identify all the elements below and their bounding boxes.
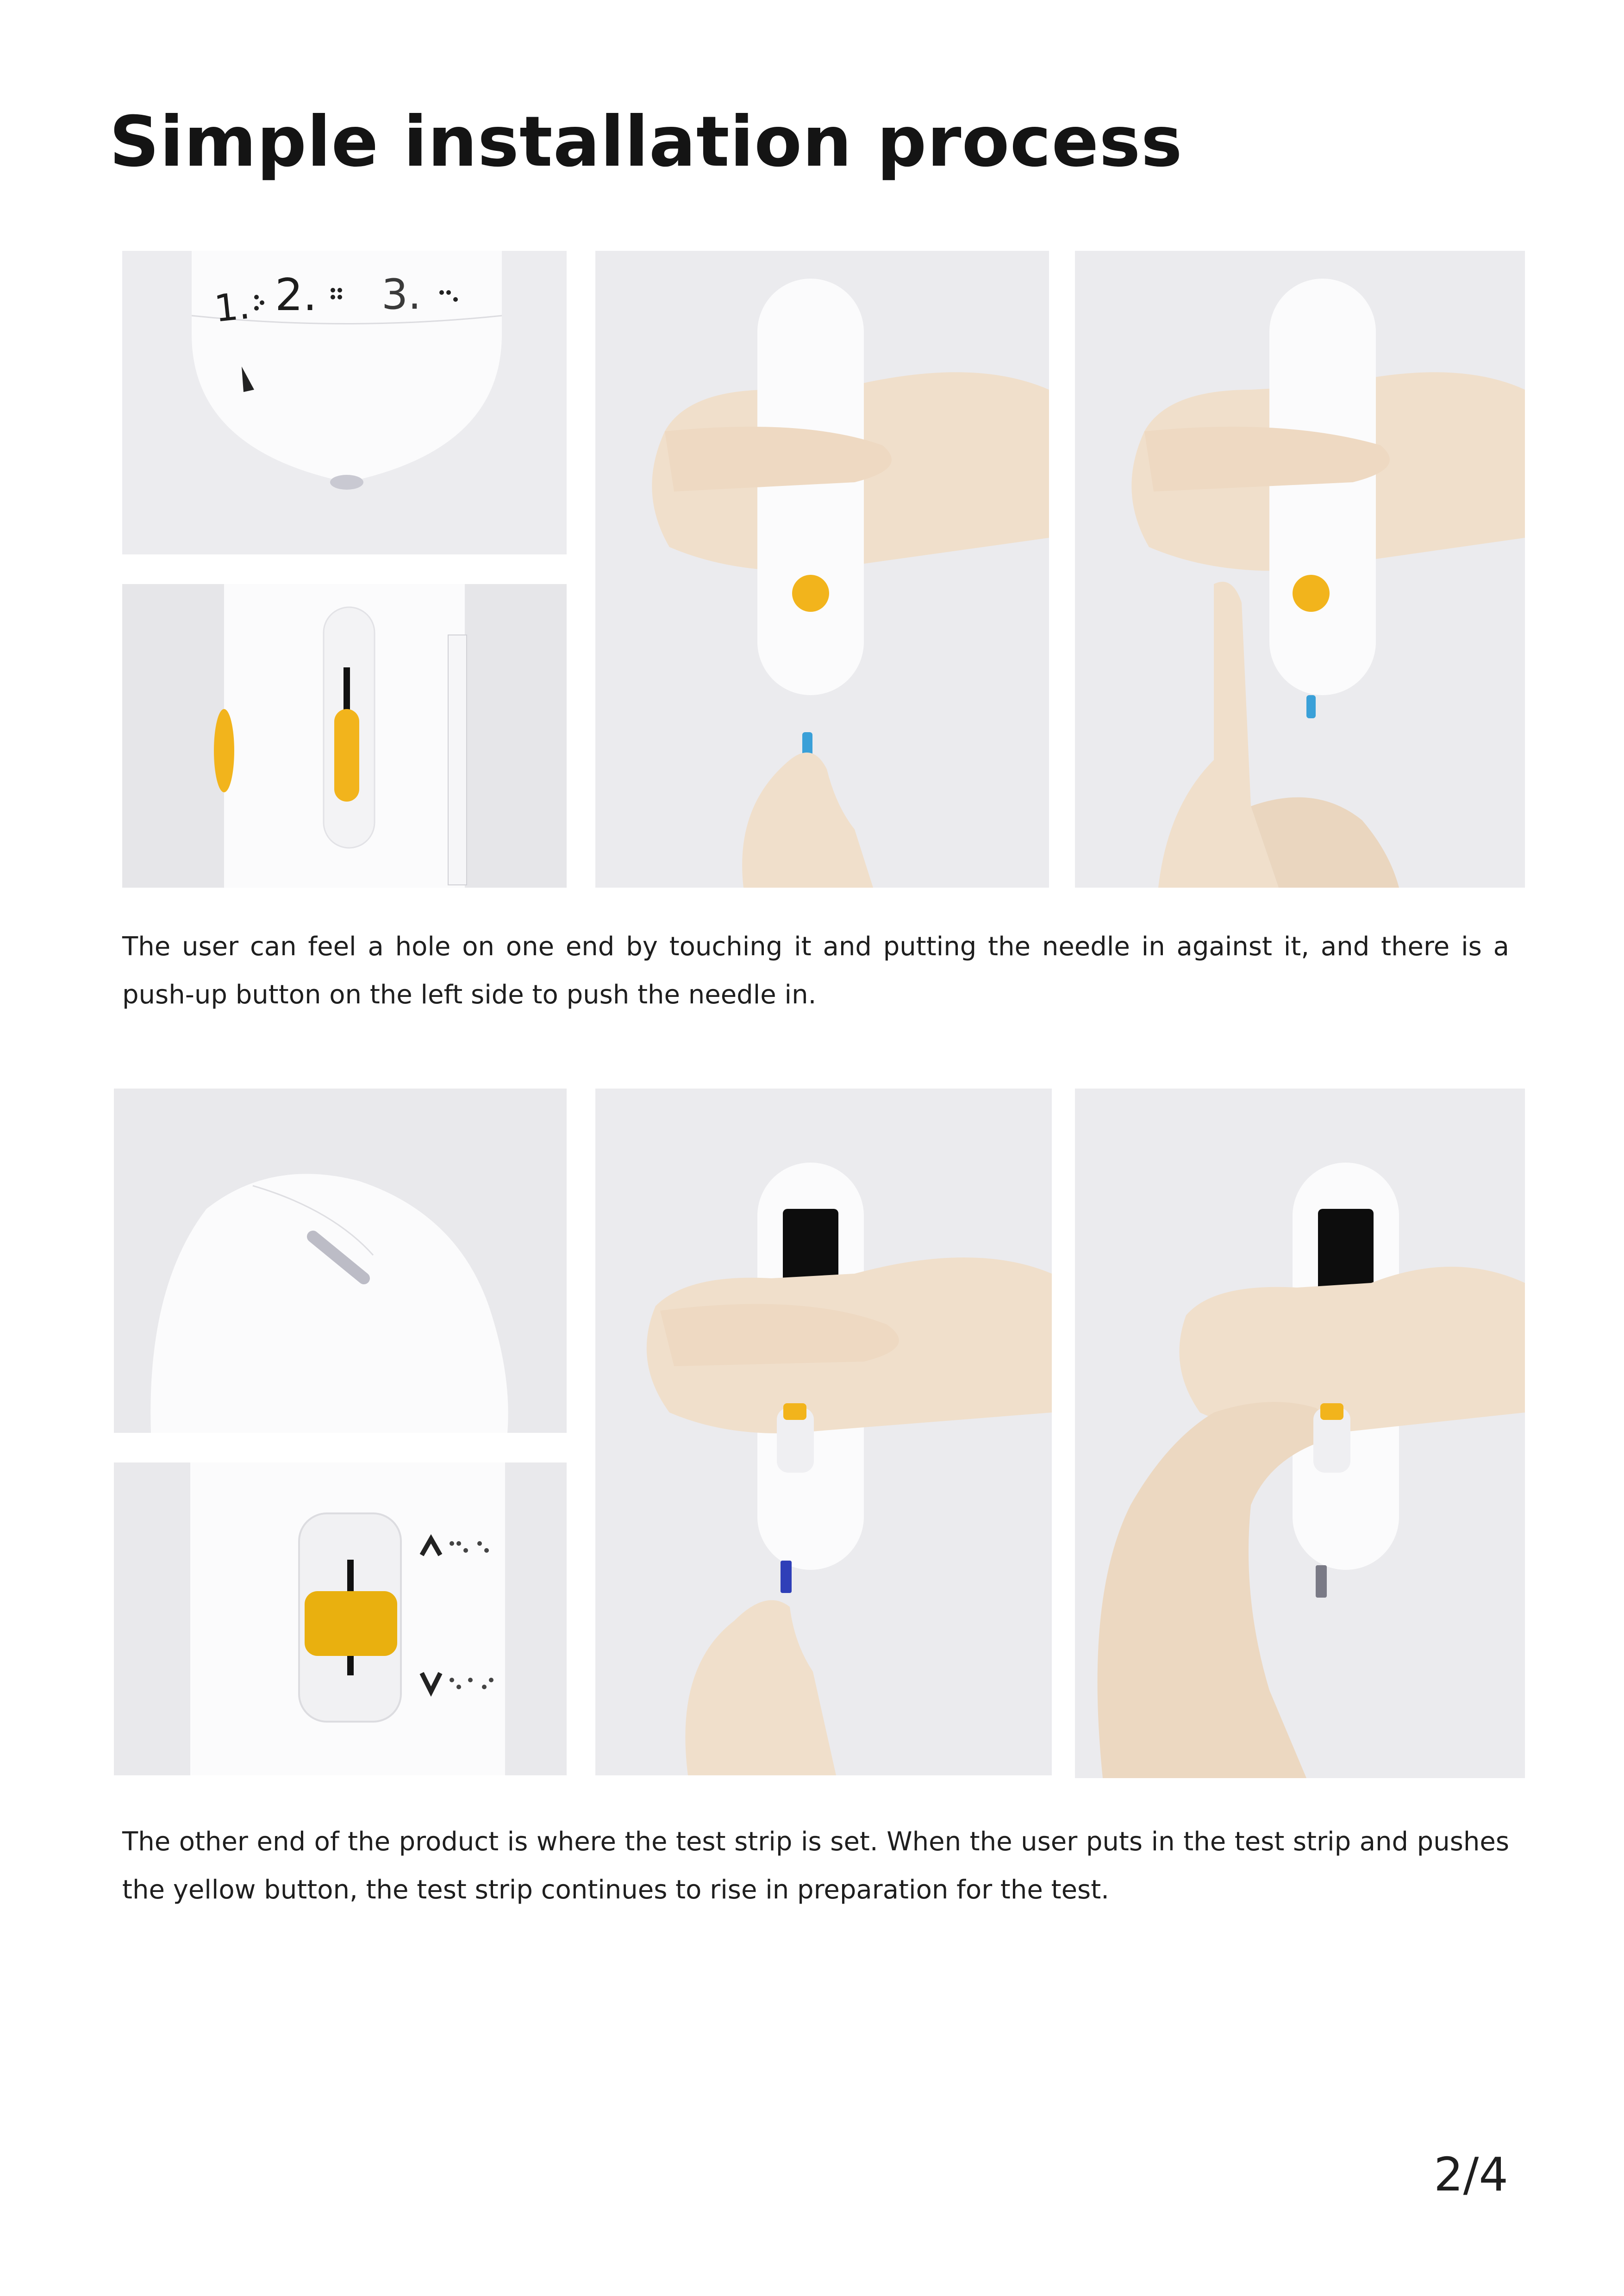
page-title: Simple installation process: [109, 102, 1183, 182]
page-number: 2/4: [1434, 2147, 1508, 2202]
photo-finger-pressing-button: [1075, 251, 1525, 888]
caption-section-1: The user can feel a hole on one end by touching it and putting the needle in against it, and there is a push-up button on the left side to push the needle in.: [122, 932, 1509, 1010]
dial-number-3: 3.: [381, 270, 421, 319]
photo-hand-inserting-needle: [595, 251, 1049, 888]
caption-section-2: The other end of the product is where the test strip is set. When the user puts in the test strip and pushes the yellow button, the test strip continues to rise in preparation for the test.: [122, 1827, 1509, 1905]
photo-strip-slot-closeup: [114, 1089, 567, 1433]
dial-number-2: 2.: [275, 270, 317, 321]
push-up-slider-button: [334, 709, 359, 802]
photo-thumb-pressing-yellow-button: [1075, 1089, 1525, 1778]
photo-side-slider: [122, 584, 567, 888]
dial-number-1: 1.: [212, 284, 252, 330]
yellow-push-button: [305, 1591, 397, 1656]
needle-hole: [330, 475, 363, 490]
photo-dial-closeup: [122, 251, 567, 554]
photo-hand-inserting-strip: [595, 1089, 1052, 1775]
photo-yellow-button-closeup: [114, 1462, 567, 1775]
